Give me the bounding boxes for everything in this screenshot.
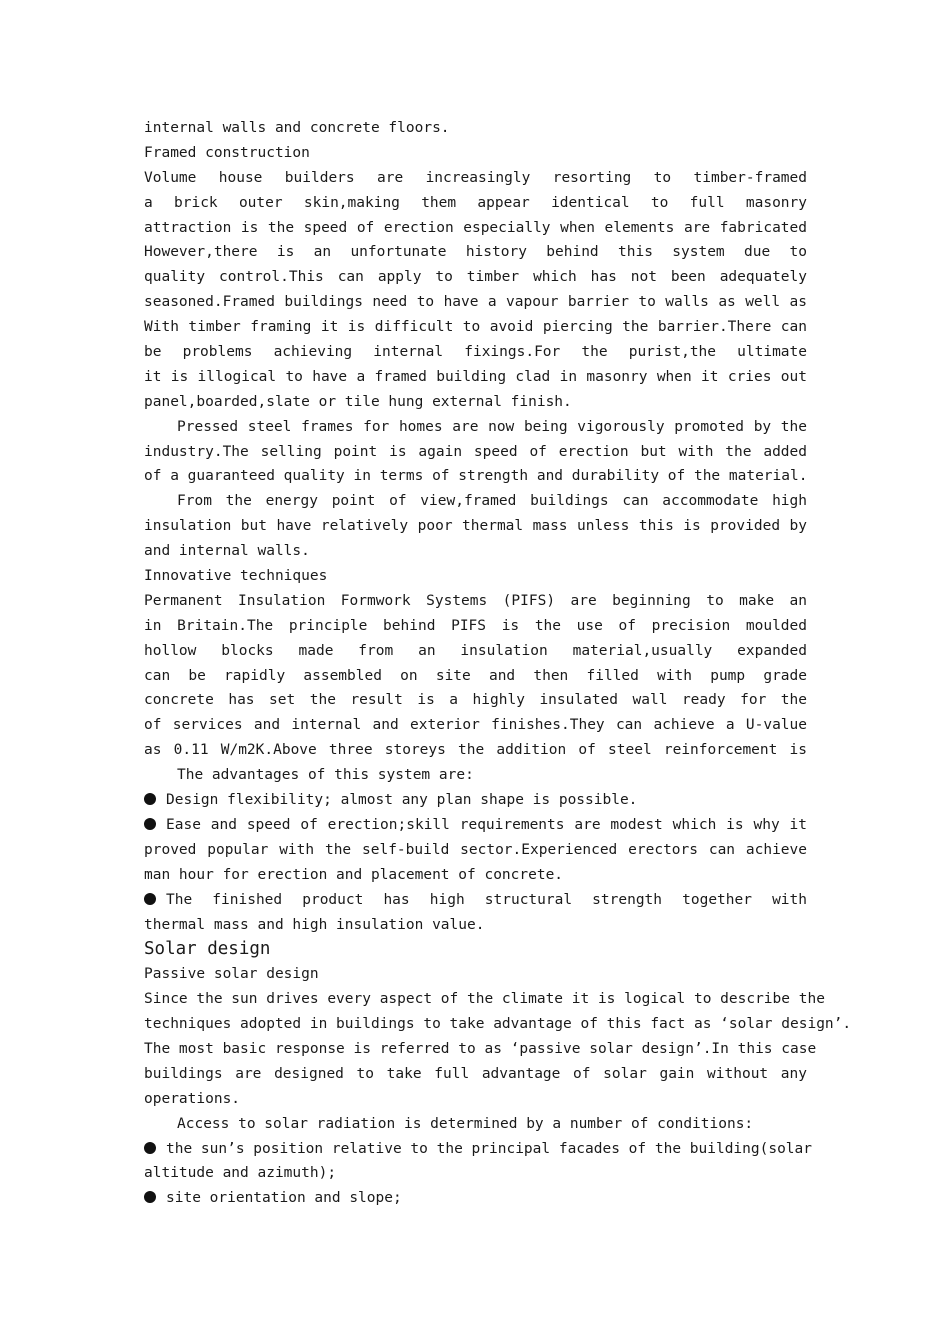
text-line [144,116,807,141]
text-line [144,290,807,315]
text-line [144,166,807,191]
line-text: the sun’s position relative to the principal facades of the building(solar [166,1140,813,1157]
line-text: thermal mass and high insulation value. [144,916,485,933]
line-text: Passive solar design [144,966,319,983]
text-line [144,1161,807,1186]
bullet-icon [144,893,156,905]
text-line [144,614,807,639]
line-text: buildings are designed to take full advantage of solar gain without any [144,1065,807,1082]
text-line [144,1012,852,1037]
text-line [144,265,807,290]
bullet-line [144,1186,807,1211]
line-text: a brick outer skin,making them appear identical to full masonry [144,194,807,211]
line-text: Ease and speed of erection;skill requirements are modest which is why it [166,816,807,833]
bullet-line [144,788,807,813]
line-text: Framed construction [144,144,310,161]
line-text: and internal walls. [144,543,310,560]
line-text: quality control.This can apply to timber which has not been adequately [144,269,807,286]
text-line [144,1087,807,1112]
section-heading [144,937,807,962]
text-line [144,863,807,888]
text-line [144,514,807,539]
line-text: Volume house builders are increasingly resorting to timber-framed [144,169,807,186]
line-text: Pressed steel frames for homes are now being vigorously promoted by the [177,418,807,435]
line-text: be problems achieving internal fixings.For the purist,the ultimate [144,344,807,361]
text-line [144,216,807,241]
line-text: Innovative techniques [144,568,328,585]
text-line [144,639,807,664]
bullet-icon [144,818,156,830]
line-text: insulation but have relatively poor thermal mass unless this is provided by [144,518,807,535]
line-text: altitude and azimuth); [144,1165,337,1182]
text-line [144,564,807,589]
line-text: Since the sun drives every aspect of the climate it is logical to describe the [144,991,825,1008]
bullet-line [144,1137,813,1162]
text-line [144,415,807,440]
line-text: of a guaranteed quality in terms of strength and durability of the material. [144,468,808,485]
line-text: Design flexibility; almost any plan shape is possible. [166,792,638,809]
line-text: Access to solar radiation is determined by a number of conditions: [177,1115,754,1132]
bullet-icon [144,793,156,805]
line-text: internal walls and concrete floors. [144,120,450,136]
line-text: as 0.11 W/m2K.Above three storeys the addition of steel reinforcement is [144,742,807,759]
bullet-line [144,888,807,913]
document-page [144,116,852,1211]
text-line [144,738,807,763]
line-text: The most basic response is referred to as ‘passive solar design’.In this case [144,1040,817,1057]
line-text: attraction is the speed of erection especially when elements are fabricated [144,219,807,236]
text-line [144,589,807,614]
text-line [144,713,807,738]
text-line [144,191,807,216]
text-line [144,1037,817,1062]
line-text: panel,boarded,slate or tile hung external finish. [144,393,572,410]
text-line [144,962,807,987]
text-line [144,240,807,265]
text-line [144,987,825,1012]
bullet-icon [144,1191,156,1203]
text-line [144,390,807,415]
text-line [144,365,807,390]
text-line [144,539,807,564]
bullet-icon [144,1142,156,1154]
line-text: in Britain.The principle behind PIFS is the use of precision moulded [144,617,807,634]
text-line [144,1112,807,1137]
line-text: hollow blocks made from an insulation material,usually expanded [144,642,807,659]
line-text: concrete has set the result is a highly insulated wall ready for the [144,692,807,709]
line-text: From the energy point of view,framed buildings can accommodate high [177,493,807,510]
line-text: seasoned.Framed buildings need to have a vapour barrier to walls as well as [144,294,807,311]
text-line [144,688,807,713]
line-text: can be rapidly assembled on site and then filled with pump grade [144,667,807,684]
text-line [144,1062,807,1087]
text-line [144,489,807,514]
line-text: Permanent Insulation Formwork Systems (PIFS) are beginning to make an [144,592,807,609]
line-text: site orientation and slope; [166,1190,402,1207]
text-line [144,141,807,166]
text-line [144,664,807,689]
text-line [144,315,807,340]
text-line [144,340,807,365]
line-text: The advantages of this system are: [177,767,474,784]
line-text: Solar design [144,939,271,960]
line-text: man hour for erection and placement of concrete. [144,866,564,883]
text-line [144,763,807,788]
line-text: techniques adopted in buildings to take advantage of this fact as ‘solar design’. [144,1016,852,1033]
line-text: it is illogical to have a framed building clad in masonry when it cries out [144,368,807,385]
line-text: With timber framing it is difficult to avoid piercing the barrier.There can [144,319,807,336]
line-text: operations. [144,1090,241,1107]
text-line [144,464,807,489]
line-text: industry.The selling point is again speed of erection but with the added [144,443,807,460]
text-line [144,838,807,863]
bullet-line [144,813,807,838]
line-text: The finished product has high structural strength together with [166,891,807,908]
line-text: of services and internal and exterior finishes.They can achieve a U-value [144,717,807,734]
text-line [144,440,807,465]
line-text: proved popular with the self-build sector.Experienced erectors can achieve [144,841,807,858]
line-text: However,there is an unfortunate history behind this system due to [144,244,807,261]
text-line [144,913,807,938]
